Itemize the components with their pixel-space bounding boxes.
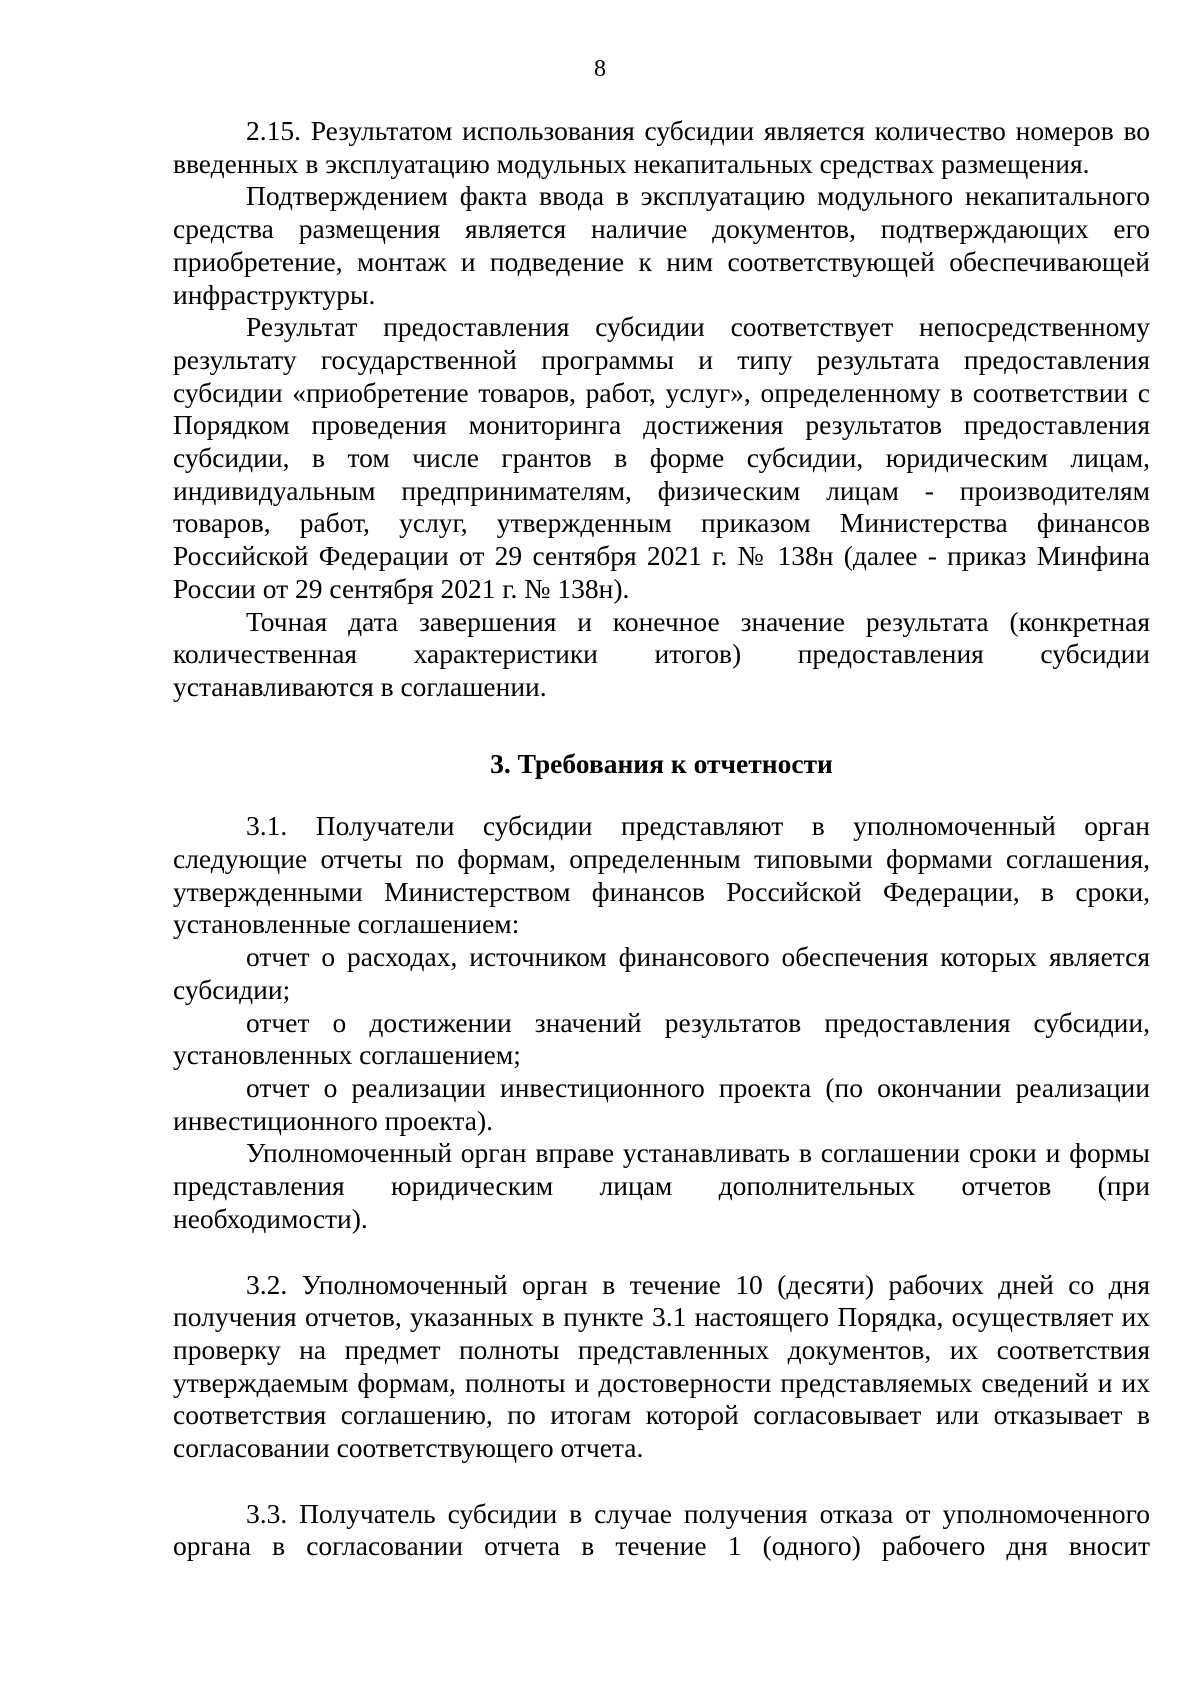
spacer: [173, 780, 1150, 810]
paragraph-3-3: 3.3. Получатель субсидии в случае получения отказа от уполномоченного органа в согласовании отчета в течение 1 (одного) рабочего дня вносит: [173, 1497, 1150, 1562]
list-item-investment-report: отчет о реализации инвестиционного проекта (по окончании реализации инвестиционного проекта).: [173, 1071, 1150, 1136]
paragraph-exact-date: Точная дата завершения и конечное значение результата (конкретная количественная характеристики итогов) предоставления субсидии устанавливаются в соглашении.: [173, 605, 1150, 702]
list-item-expense-report: отчет о расходах, источником финансового обеспечения которых является субсидии;: [173, 941, 1150, 1005]
paragraph-3-1: 3.1. Получатели субсидии представляют в уполномоченный орган следующие отчеты по формам, определенным типовыми формами соглашения, утвержденными Министерством финансов Российской Федерации, в сроки, установленные соглашением:: [173, 810, 1150, 940]
section-heading-reporting: 3. Требования к отчетности: [490, 747, 833, 779]
spacer: [173, 1465, 1150, 1498]
paragraph-2-15: 2.15. Результатом использования субсидии является количество номеров во введенных в эксплуатацию модульных некапитальных средствах размещения.: [173, 115, 1150, 179]
paragraph-3-2: 3.2. Уполномоченный орган в течение 10 (десяти) рабочих дней со дня получения отчетов, указанных в пункте 3.1 настоящего Порядка, осуществляет их проверку на предмет полноты представленных документов, их соответствия утверждаемым формам, полноты и достоверности представляемых сведений и их соответствия соглашению, по итогам которой согласовывает или отказывает в согласовании соответствующего отчета.: [173, 1268, 1150, 1464]
spacer: [173, 1236, 1150, 1269]
document-body: [173, 115, 1150, 1563]
paragraph-result-compliance: Результат предоставления субсидии соответствует непосредственному результату государственной программы и типу результата предоставления субсидии «приобретение товаров, работ, услуг», определенному в соответствии с Порядком проведения мониторинга достижения результатов предоставления субсидии, в том числе грантов в форме субсидии, юридическим лицам, индивидуальным предпринимателям, физическим лицам - производителям товаров, работ, услуг, утвержденным приказом Министерства финансов Российской Федерации от 29 сентября 2021 г. № 138н (далее - приказ Минфина России от 29 сентября 2021 г. № 138н).: [173, 311, 1150, 604]
paragraph-confirmation: Подтверждением факта ввода в эксплуатацию модульного некапитального средства размещения является наличие документов, подтверждающих его приобретение, монтаж и подведение к ним соответствующей обеспечивающей инфраструктуры.: [173, 180, 1150, 310]
paragraph-additional-reports: Уполномоченный орган вправе устанавливать в соглашении сроки и формы представления юридическим лицам дополнительных отчетов (при необходимости).: [173, 1137, 1150, 1234]
page-number: 8: [594, 56, 606, 82]
spacer: [173, 704, 1150, 748]
list-item-results-report: отчет о достижении значений результатов предоставления субсидии, установленных соглашением;: [173, 1006, 1150, 1071]
